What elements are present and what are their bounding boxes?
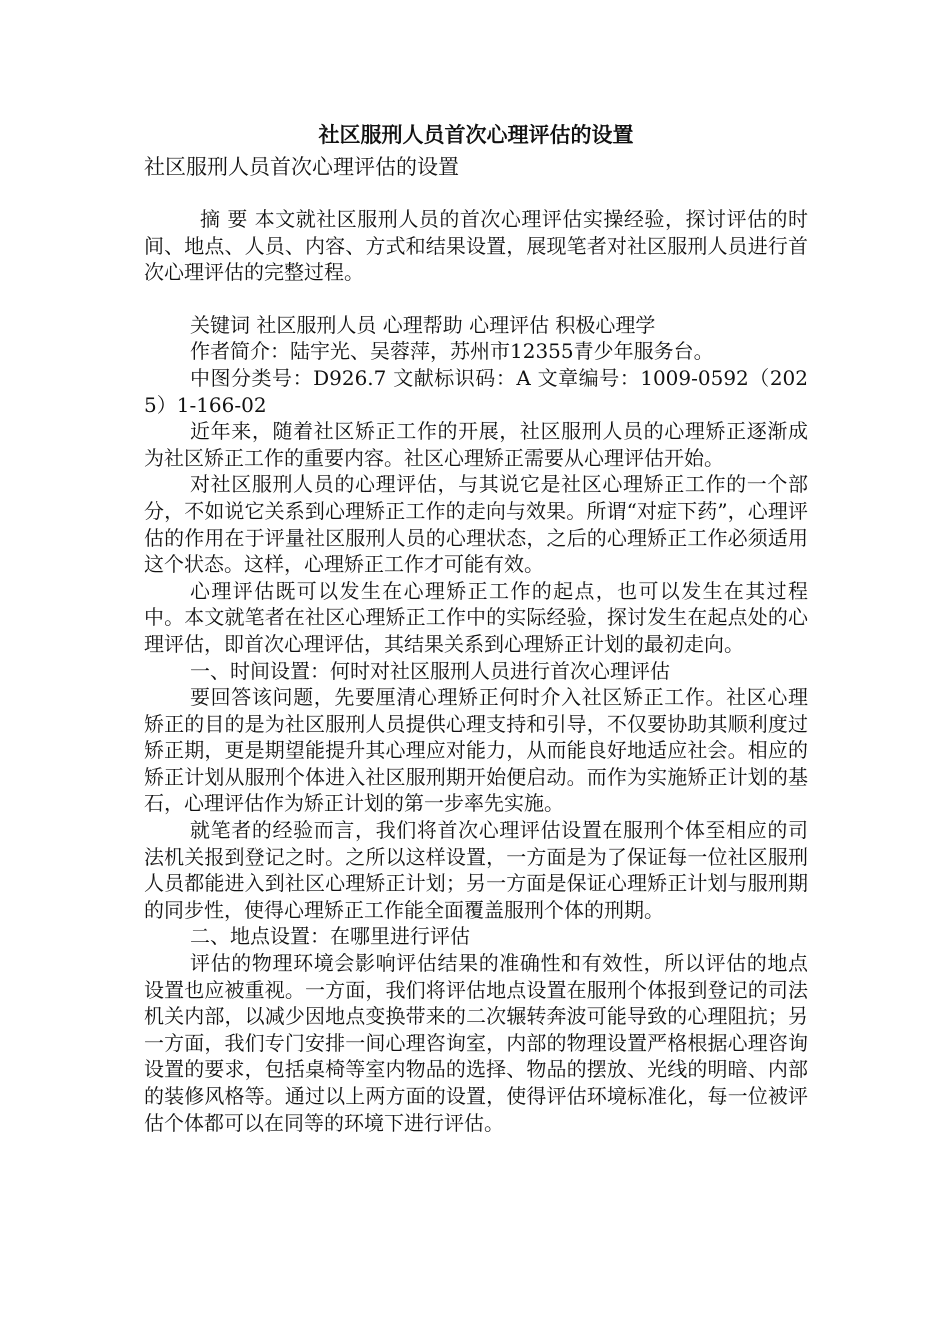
body-paragraph: 要回答该问题，先要厘清心理矫正何时介入社区矫正工作。社区心理矫正的目的是为社区服刑人员提供心理支持和引导，不仅要协助其顺利度过矫正期，更是期望能提升其心理应对能力，从而能良好地适应社会。相应的矫正计划从服刑个体进入社区服刑期开始便启动。而作为实施矫正计划的基石，心理评估作为矫正计划的第一步率先实施。 bbox=[144, 685, 808, 816]
body-paragraph: 就笔者的经验而言，我们将首次心理评估设置在服刑个体至相应的司法机关报到登记之时。之所以这样设置，一方面是为了保证每一位社区服刑人员都能进入到社区心理矫正计划；另一方面是保证心理矫正计划与服刑期的同步性，使得心理矫正工作能全面覆盖服刑个体的刑期。 bbox=[144, 818, 808, 922]
body-paragraph: 评估的物理环境会影响评估结果的准确性和有效性，所以评估的地点设置也应被重视。一方面，我们将评估地点设置在服刑个体报到登记的司法机关内部，以减少因地点变换带来的二次辗转奔波可能导致的心理阻抗；另一方面，我们专门安排一间心理咨询室，内部的物理设置严格根据心理咨询设置的要求，包括桌椅等室内物品的选择、物品的摆放、光线的明暗、内部的装修风格等。通过以上两方面的设置，使得评估环境标准化，每一位被评估个体都可以在同等的环境下进行评估。 bbox=[144, 951, 808, 1135]
body-paragraph: 近年来，随着社区矫正工作的开展，社区服刑人员的心理矫正逐渐成为社区矫正工作的重要内容。社区心理矫正需要从心理评估开始。 bbox=[144, 419, 808, 470]
section-heading: 一、时间设置：何时对社区服刑人员进行首次心理评估 bbox=[190, 658, 670, 683]
author-intro: 作者简介：陆宇光、吴蓉萍，苏州市12355青少年服务台。 bbox=[190, 339, 714, 364]
classification-info: 中图分类号：D926.7 文献标识码：A 文章编号：1009-0592（2025）1-166-02 bbox=[144, 365, 808, 417]
section-heading: 二、地点设置：在哪里进行评估 bbox=[190, 924, 470, 949]
body-paragraph: 对社区服刑人员的心理评估，与其说它是社区心理矫正工作的一个部分，不如说它关系到心理矫正工作的走向与效果。所谓“对症下药”，心理评估的作用在于评量社区服刑人员的心理状态，之后的心理矫正工作必须适用这个状态。这样，心理矫正工作才可能有效。 bbox=[144, 472, 808, 577]
body-paragraph: 心理评估既可以发生在心理矫正工作的起点，也可以发生在其过程中。本文就笔者在社区心理矫正工作中的实际经验，探讨发生在起点处的心理评估，即首次心理评估，其结果关系到心理矫正计划的最初走向。 bbox=[144, 578, 808, 656]
document-subtitle: 社区服刑人员首次心理评估的设置 bbox=[144, 155, 459, 179]
document-title: 社区服刑人员首次心理评估的设置 bbox=[318, 122, 634, 147]
keywords: 关键词 社区服刑人员 心理帮助 心理评估 积极心理学 bbox=[190, 312, 656, 337]
document-page bbox=[144, 118, 808, 1136]
abstract: 摘 要 本文就社区服刑人员的首次心理评估实操经验，探讨评估的时间、地点、人员、内容、方式和结果设置，展现笔者对社区服刑人员进行首次心理评估的完整过程。 bbox=[144, 207, 808, 285]
